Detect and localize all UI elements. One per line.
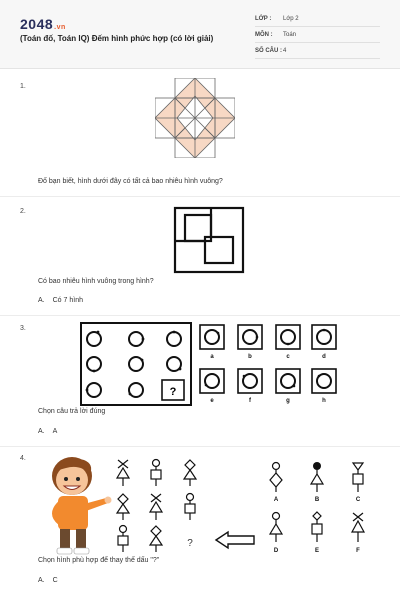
option-label: f — [249, 398, 251, 404]
cartoon-boy-illustration — [44, 452, 112, 556]
choice-label: A — [273, 497, 279, 503]
left-arrow-icon — [214, 530, 256, 550]
question-4-answer: A. C — [38, 577, 58, 584]
option-label: a — [210, 354, 214, 360]
question-1-figure — [155, 78, 235, 158]
meta-grade: LỚP : Lớp 2 — [255, 14, 380, 27]
question-1-text: Đố bạn biết, hình dưới đây có tất cả bao nhiêu hình vuông? — [38, 178, 223, 185]
question-3-answer: A. A — [38, 428, 58, 435]
question-3-text: Chọn câu trả lời đúng — [38, 408, 106, 415]
question-1-number: 1. — [20, 83, 26, 90]
choice-label: D — [273, 548, 279, 554]
divider — [0, 315, 400, 316]
missing-figure-mark: ? — [187, 538, 193, 549]
question-2-number: 2. — [20, 208, 26, 215]
option-label: h — [322, 398, 326, 404]
meta-subject: MÔN : Toán — [255, 30, 380, 43]
question-2-answer: A. Có 7 hình — [38, 297, 83, 304]
question-4-choices — [260, 458, 380, 556]
option-label: d — [322, 354, 326, 360]
missing-cell-mark: ? — [169, 386, 177, 398]
question-2-text: Có bao nhiêu hình vuông trong hình? — [38, 278, 154, 285]
question-4-number: 4. — [20, 455, 26, 462]
option-label: e — [210, 398, 214, 404]
choice-label: B — [314, 497, 320, 503]
divider — [0, 446, 400, 447]
choice-label: C — [355, 497, 361, 503]
divider — [0, 196, 400, 197]
option-label: b — [248, 354, 252, 360]
question-2-figure — [173, 206, 245, 274]
question-4-figure-grid — [108, 458, 208, 554]
option-label: g — [286, 398, 290, 404]
question-3-options — [198, 323, 340, 407]
choice-label: F — [356, 548, 360, 554]
worksheet-header — [0, 0, 400, 69]
option-label: c — [286, 354, 290, 360]
site-logo[interactable]: 2048.vn — [20, 16, 66, 32]
worksheet-title: (Toán đố, Toán IQ) Đếm hình phức hợp (có lời giải) — [20, 34, 214, 43]
meta-count: SỐ CÂU : 4 — [255, 46, 380, 59]
question-3-grid — [80, 322, 192, 406]
question-4-text: Chọn hình phù hợp để thay thế dấu "?" — [38, 557, 160, 564]
choice-label: E — [314, 548, 320, 554]
question-3-number: 3. — [20, 325, 26, 332]
